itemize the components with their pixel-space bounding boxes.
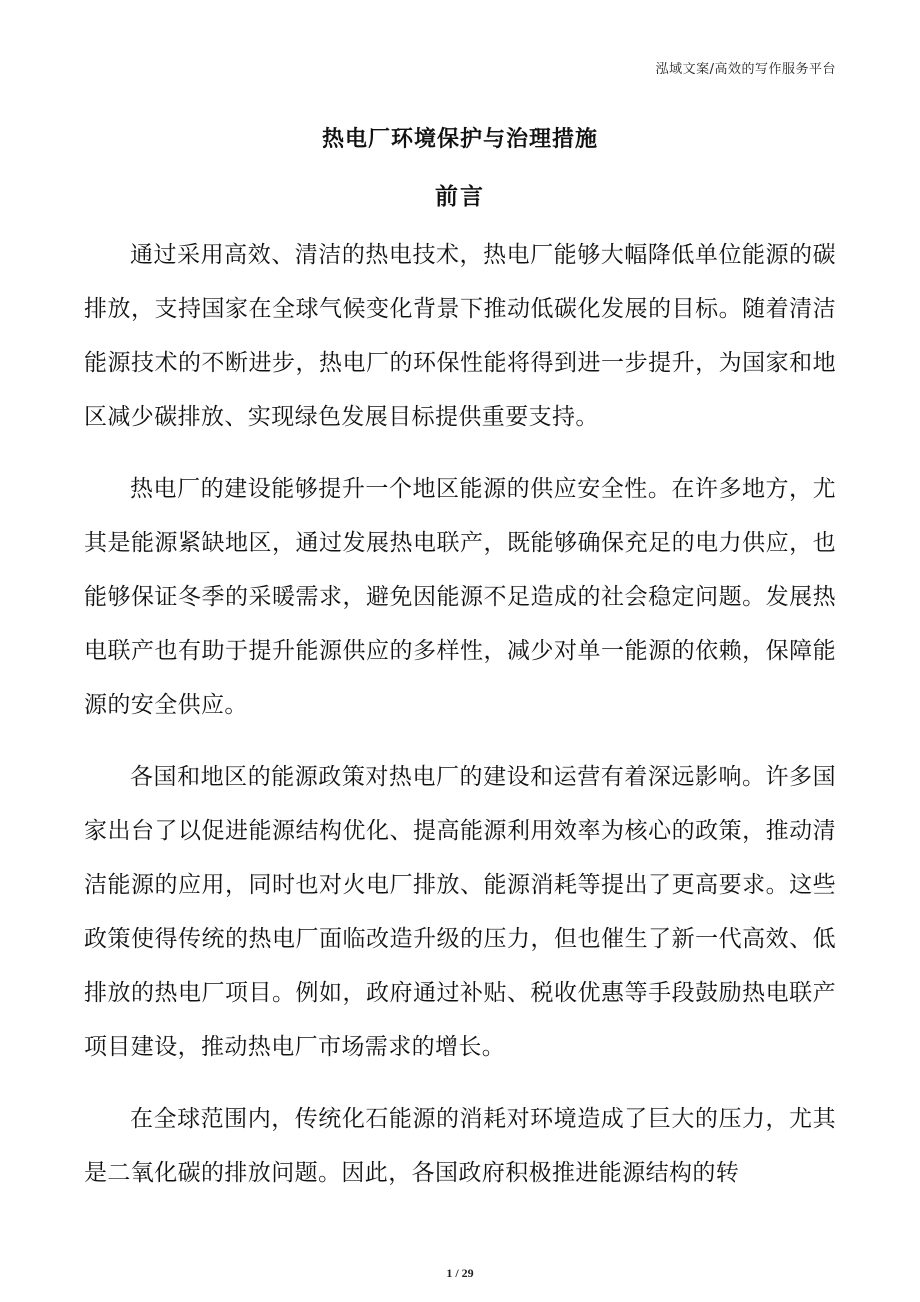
paragraph-3: 各国和地区的能源政策对热电厂的建设和运营有着深远影响。许多国家出台了以促进能源结构优化、提高能源利用效率为核心的政策，推动清洁能源的应用，同时也对火电厂排放、能源消耗等提出了更高要求。这些政策使得传统的热电厂面临改造升级的压力，但也催生了新一代高效、低排放的热电厂项目。例如，政府通过补贴、税收优惠等手段鼓励热电联产项目建设，推动热电厂市场需求的增长。: [84, 764, 836, 1060]
paragraph-2: 热电厂的建设能够提升一个地区能源的供应安全性。在许多地方，尤其是能源紧缺地区，通过发展热电联产，既能够确保充足的电力供应，也能够保证冬季的采暖需求，避免因能源不足造成的社会稳定问题。发展热电联产也有助于提升能源供应的多样性，减少对单一能源的依赖，保障能源的安全供应。: [84, 476, 836, 718]
page-number: 1 / 29: [446, 1266, 474, 1280]
document-title: 热电厂环境保护与治理措施: [321, 127, 598, 152]
header-brand-text: 泓域文案/高效的写作服务平台: [655, 62, 836, 77]
paragraph-4: 在全球范围内，传统化石能源的消耗对环境造成了巨大的压力，尤其是二氧化碳的排放问题。因此，各国政府积极推进能源结构的转: [84, 1106, 836, 1186]
section-title-preface: 前言: [435, 184, 485, 210]
paragraph-1: 通过采用高效、清洁的热电技术，热电厂能够大幅降低单位能源的碳排放，支持国家在全球气候变化背景下推动低碳化发展的目标。随着清洁能源技术的不断进步，热电厂的环保性能将得到进一步提升，为国家和地区减少碳排放、实现绿色发展目标提供重要支持。: [84, 242, 836, 430]
document-body: [84, 228, 836, 1218]
